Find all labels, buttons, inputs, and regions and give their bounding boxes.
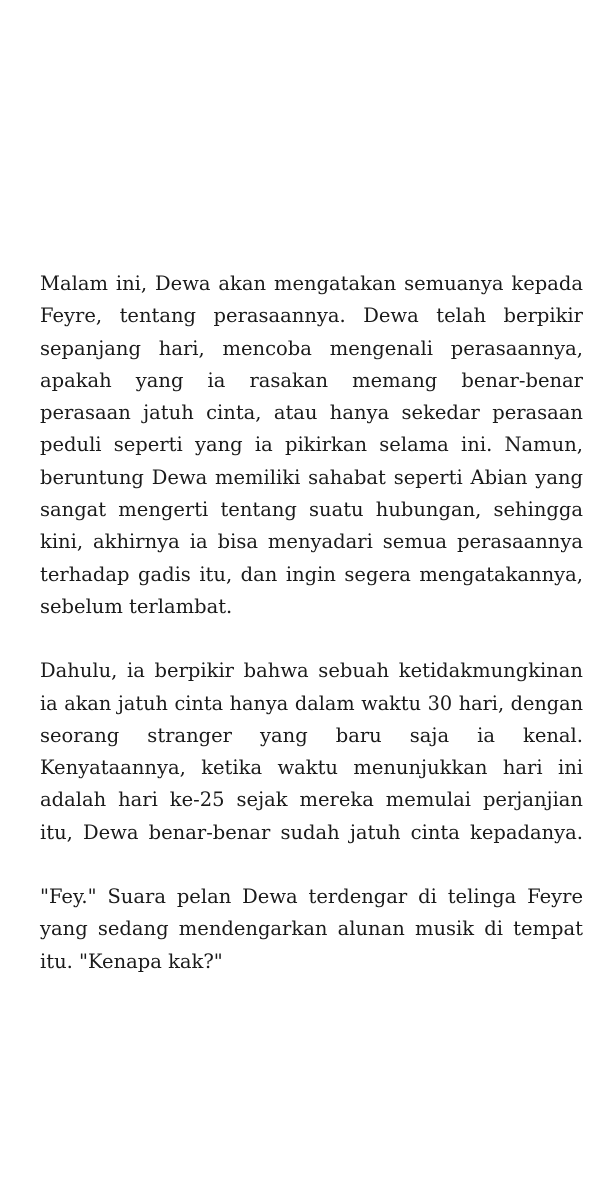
text-line: Feyre, tentang perasaannya. Dewa telah berpikir	[40, 304, 583, 328]
text-line: apakah yang ia rasakan memang benar-benar	[40, 368, 583, 392]
text-line: perasaan jatuh cinta, atau hanya sekedar perasaan	[40, 401, 583, 425]
text-line: sepanjang hari, mencoba mengenali perasaannya,	[40, 336, 583, 360]
story-text	[40, 268, 583, 1010]
paragraph-3	[40, 881, 583, 978]
text-line: ia akan jatuh cinta hanya dalam waktu 30 hari, dengan	[40, 691, 583, 715]
text-line: itu, Dewa benar-benar sudah jatuh cinta kepadanya.	[40, 820, 583, 844]
paragraph-1	[40, 268, 583, 623]
text-line: kini, akhirnya ia bisa menyadari semua perasaannya	[40, 530, 583, 554]
text-line: seorang stranger yang baru saja ia kenal.	[40, 723, 583, 747]
text-line: Dahulu, ia berpikir bahwa sebuah ketidakmungkinan	[40, 659, 583, 683]
text-line: sangat mengerti tentang suatu hubungan, sehingga	[40, 498, 583, 522]
text-line: itu. "Kenapa kak?"	[40, 949, 223, 973]
text-line: Kenyataannya, ketika waktu menunjukkan hari ini	[40, 756, 583, 780]
text-line: terhadap gadis itu, dan ingin segera mengatakannya,	[40, 562, 583, 586]
text-line: adalah hari ke-25 sejak mereka memulai perjanjian	[40, 788, 583, 812]
text-line: peduli seperti yang ia pikirkan selama ini. Namun,	[40, 433, 583, 457]
text-line: Malam ini, Dewa akan mengatakan semuanya kepada	[40, 272, 583, 295]
text-line: "Fey." Suara pelan Dewa terdengar di telinga Feyre	[40, 885, 583, 909]
text-line: sebelum terlambat.	[40, 594, 233, 618]
paragraph-2	[40, 655, 583, 849]
text-line: yang sedang mendengarkan alunan musik di tempat	[40, 917, 583, 941]
text-line: beruntung Dewa memiliki sahabat seperti Abian yang	[40, 465, 583, 489]
